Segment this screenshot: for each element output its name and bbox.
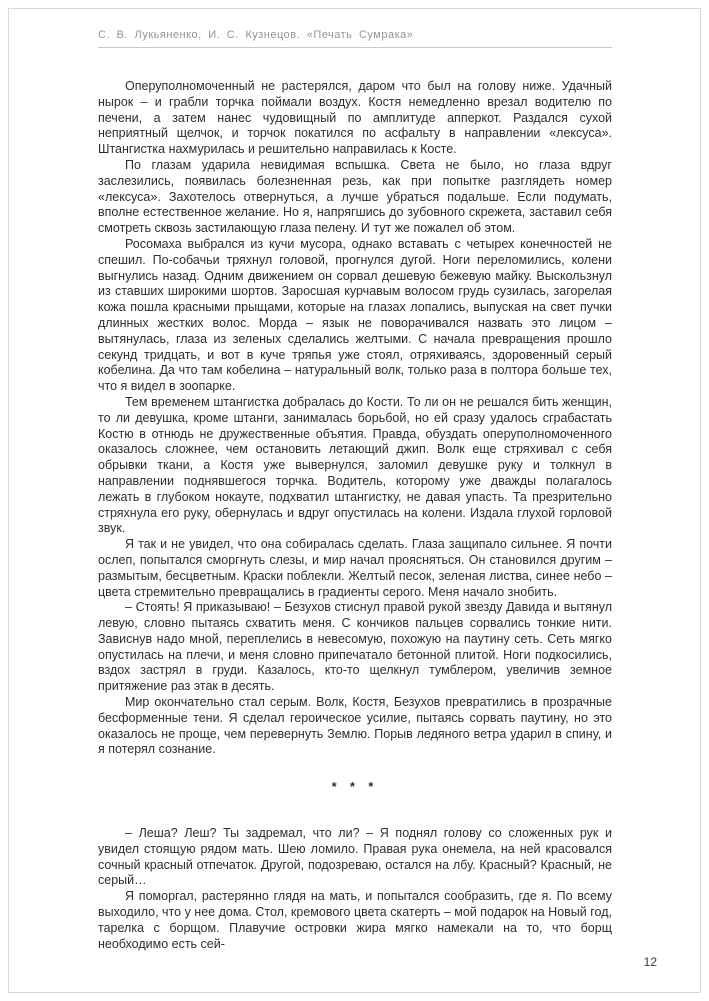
paragraph: Росомаха выбрался из кучи мусора, однако вставать с четырех конечностей не спешил. По-собачьи тряхнул головой, прогнулся дугой. Ноги переломились, колени выгнулись назад. Одним движением он сорвал дешевую бежевую майку. Выскользнул из ставших широкими шортов. Заросшая курчавым волосом грудь сузилась, загорелая кожа пошла красными прыщами, которые на глазах лопались, выпуская на свет пучки длинных жестких волос. Морда – язык не поворачивался назвать это лицом – вытянулась, глаза из зеленых сделались желтыми. С начала превращения прошло секунд тридцать, и вот в куче тряпья уже стоял, отряхиваясь, здоровенный серый кобелина. Да что там кобелина – натуральный волк, только раза в полтора больше тех, что я видел в зоопарке. — [98, 236, 612, 394]
paragraph: – Леша? Леш? Ты задремал, что ли? – Я поднял голову со сложенных рук и увидел стоящую рядом мать. Шею ломило. Правая рука онемела, на ней красовался сочный красный отпечаток. Другой, подозреваю, остался на лбу. Красный? Красный, не серый… — [98, 826, 612, 888]
paragraph: Оперуполномоченный не растерялся, даром что был на голову ниже. Удачный нырок – и грабли торчка поймали воздух. Костя немедленно врезал водителю по печени, а затем нанес чудовищный по амплитуде апперкот. Раздался сухой неприятный щелчок, и торчок покатился по асфальту в направлении «лексуса». Штангистка нахмурилась и решительно направилась к Косте. — [98, 79, 612, 157]
header-rule — [98, 47, 612, 48]
section-divider: * * * — [331, 780, 379, 795]
paragraph: По глазам ударила невидимая вспышка. Света не было, но глаза вдруг заслезились, появилась болезненная резь, как при попытке разглядеть номер «лексуса». Захотелось отвернуться, а лучше убраться подальше. Если подумать, вполне естественное желание. Но я, напрягшись до зубовного скрежета, заставил себя смотреть сквозь застилающую глаза пелену. И тут же пожалел об этом. — [98, 157, 612, 236]
paragraph: Я так и не увидел, что она собиралась сделать. Глаза защипало сильнее. Я почти ослеп, попытался сморгнуть слезы, и мир начал проясняться. Он становился другим – размытым, бесцветным. Краски поблекли. Желтый песок, зеленая листва, синее небо – цвета стремительно превращались в градиенты серого. Меня начало знобить. — [98, 537, 612, 599]
paragraph: Мир окончательно стал серым. Волк, Костя, Безухов превратились в прозрачные бесформенные тени. Я сделал героическое усилие, пытаясь сорвать паутину, но это оказалось не проще, чем перевернуть Землю. Порыв ледяного ветра ударил в спину, и я потерял сознание. — [98, 695, 612, 757]
paragraph: Тем временем штангистка добралась до Кости. То ли он не решался бить женщин, то ли девушка, кроме штанги, занималась борьбой, но ей сразу удалось сграбастать Костю в отнюдь не дружественные объятия. Правда, обуздать оперуполномоченного оказалось сложнее, чем остановить летающий джип. Волк еще стряхивал с себя обрывки ткани, а Костя уже вывернулся, заломил девушке руку и толкнул в направлении поднявшегося торчка. Водитель, которому уже дважды полагалось лежать в глубоком нокауте, подхватил штангистку, не давая упасть. Та презрительно стряхнула его руку, обернулась и вдруг опустилась на колени. Издала глухой горловой звук. — [98, 394, 612, 536]
paragraph: Я поморгал, растерянно глядя на мать, и попытался сообразить, где я. По всему выходило, что у нее дома. Стол, кремового цвета скатерть – мой подарок на Новый год, тарелка с борщом. Плавучие островки жира мягко намекали на то, что борщ необходимо есть сей- — [98, 889, 612, 951]
paragraph: – Стоять! Я приказываю! – Безухов стиснул правой рукой звезду Давида и вытянул левую, словно пытаясь схватить меня. С кончиков пальцев сорвались тонкие нити. Зависнув надо мной, переплелись в невесомую, похожую на паутину сеть. Сеть мягко опустилась на плечи, и меня словно припечатало бетонной плитой. Ноги подкосились, вздох застрял в груди. Казалось, кто-то щелкнул тумблером, увеличив земное притяжение раз этак в десять. — [98, 600, 612, 694]
page-number: 12 — [643, 955, 657, 969]
running-header: С. В. Лукьяненко, И. С. Кузнецов. «Печать Сумрака» — [98, 29, 414, 41]
page-content — [98, 79, 612, 952]
